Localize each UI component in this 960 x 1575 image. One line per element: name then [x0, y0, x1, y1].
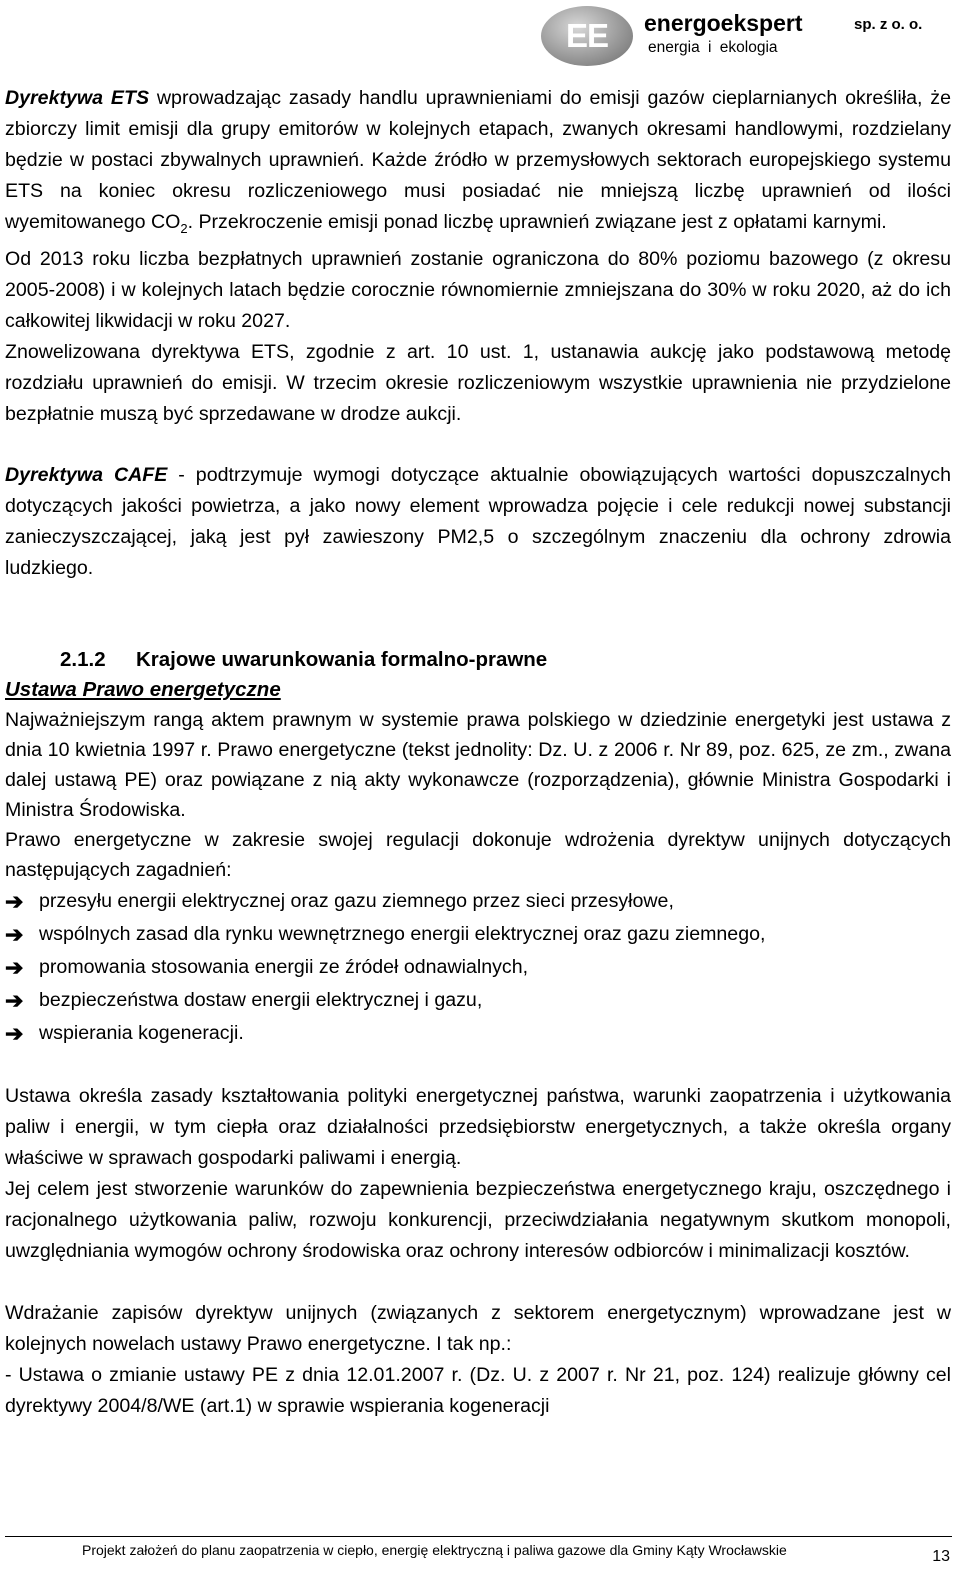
- arrow-right-icon: ➔: [5, 1020, 24, 1046]
- act-paragraph-2: Prawo energetyczne w zakresie swojej regulacji dokonuje wdrożenia dyrektyw unijnych dotyczących następujących zagadnień:: [5, 828, 951, 881]
- document-body: [5, 83, 951, 1422]
- section-title: Krajowe uwarunkowania formalno-prawne: [136, 647, 548, 671]
- act-paragraph-1: Najważniejszym rangą aktem prawnym w systemie prawa polskiego w dziedzinie energetyki jest ustawa z dnia 10 kwietnia 1997 r. Prawo energetyczne (tekst jednolity: Dz. U. z 2006 r. Nr 89, poz. 625, ze zm., zwana dalej ustawą PE) oraz powiązane z nią akty wykonawcze (rozporządzenia), głównie Ministra Gospodarki i Ministra Środowiska.: [5, 708, 951, 821]
- arrow-right-icon: ➔: [5, 954, 24, 980]
- act-paragraph-5: Wdrażanie zapisów dyrektyw unijnych (związanych z sektorem energetycznym) wprowadzane jest w kolejnych nowelach ustawy Prawo energetyczne. I tak np.:: [5, 1301, 951, 1355]
- list-item: ➔ bezpieczeństwa dostaw energii elektrycznej i gazu,: [5, 984, 951, 1017]
- cafe-text: - podtrzymuje wymogi dotyczące aktualnie obowiązujących wartości dopuszczalnych dotyczących jakości powietrza, a jako nowy element wprowadza pojęcie i cele redukcji nowej substancji zanieczyszczającej, jaką jest pył zawieszony PM2,5 o szczególnym znaczeniu dla ochrony zdrowia ludzkiego.: [5, 463, 952, 579]
- section-heading: [5, 644, 951, 675]
- ets-paragraph-1: [5, 83, 951, 244]
- act-paragraph-4: Jej celem jest stworzenie warunków do zapewnienia bezpieczeństwa energetycznego kraju, oszczędnego i racjonalnego użytkowania paliw, rozwoju konkurencji, przeciwdziałania negatywnym skutkom monopoli, uwzględniania wymogów ochrony środowiska oraz ochrony interesów odbiorców i minimalizacji kosztów.: [5, 1177, 951, 1262]
- company-name: energoekspert: [644, 10, 803, 36]
- company-suffix: sp. z o. o.: [854, 16, 923, 33]
- logo-mark: EE: [541, 6, 633, 66]
- arrow-right-icon: ➔: [5, 987, 24, 1013]
- cafe-title: Dyrektywa CAFE: [5, 463, 168, 486]
- arrow-right-icon: ➔: [5, 888, 24, 914]
- ets-paragraph-2: Od 2013 roku liczba bezpłatnych uprawnień zostanie ograniczona do 80% poziomu bazowego (z okresu 2005-2008) i w kolejnych latach będzie corocznie równomiernie zmniejszana do 30% w roku 2020, aż do ich całkowitej likwidacji w roku 2027.: [5, 247, 951, 332]
- list-item: ➔ wspólnych zasad dla rynku wewnętrznego energii elektrycznej oraz gazu ziemnego,: [5, 918, 951, 951]
- act-paragraph-3: Ustawa określa zasady kształtowania polityki energetycznej państwa, warunki zaopatrzenia i użytkowania paliw i energii, w tym ciepła oraz działalności przedsiębiorstw energetycznych, a także określa organy właściwe w sprawach gospodarki paliwami i energią.: [5, 1084, 951, 1169]
- list-item: ➔ wspierania kogeneracji.: [5, 1017, 951, 1050]
- act-title: Ustawa Prawo energetyczne: [5, 677, 281, 701]
- act-paragraph-6: - Ustawa o zmianie ustawy PE z dnia 12.01.2007 r. (Dz. U. z 2007 r. Nr 21, poz. 124) realizuje główny cel dyrektywy 2004/8/WE (art.1) w sprawie wspierania kogeneracji: [5, 1363, 951, 1417]
- co2-subscript: 2: [180, 220, 188, 236]
- ets-text-a: wprowadzając zasady handlu uprawnieniami do emisji gazów cieplarnianych określiła, że zbiorczy limit emisji dla grupy emitorów w kolejnych etapach, zwanych okresami handlowymi, rozdzielany będzie w postaci zbywalnych uprawnień. Każde źródło w przemysłowych sektorach europejskiego systemu ETS na koniec okresu rozliczeniowego musi posiadać nie mniejszą liczbę uprawnień od ilości wyemitowanego CO: [5, 87, 951, 233]
- footer-text: Projekt założeń do planu zaopatrzenia w ciepło, energię elektryczną i paliwa gazowe dla Gminy Kąty Wrocławskie: [82, 1542, 787, 1558]
- company-logo: [538, 4, 958, 68]
- footer-divider: [5, 1536, 952, 1537]
- list-item: ➔ promowania stosowania energii ze źródeł odnawialnych,: [5, 951, 951, 984]
- issues-list: [5, 885, 951, 1050]
- cafe-paragraph: [5, 460, 951, 584]
- list-item: ➔ przesyłu energii elektrycznej oraz gazu ziemnego przez sieci przesyłowe,: [5, 885, 951, 918]
- ets-paragraph-3: Znowelizowana dyrektywa ETS, zgodnie z art. 10 ust. 1, ustanawia aukcję jako podstawową metodę rozdziału uprawnień do emisji. W trzecim okresie rozliczeniowym wszystkie uprawnienia nie przydzielone bezpłatnie muszą być sprzedawane w drodze aukcji.: [5, 340, 951, 425]
- company-tagline: energia i ekologia: [648, 39, 778, 56]
- ets-title: Dyrektywa ETS: [5, 87, 150, 109]
- section-number: 2.1.2: [60, 647, 106, 671]
- ets-text-b: . Przekroczenie emisji ponad liczbę uprawnień związane jest z opłatami karnymi.: [187, 211, 887, 233]
- arrow-right-icon: ➔: [5, 921, 24, 947]
- page-number: 13: [932, 1548, 950, 1565]
